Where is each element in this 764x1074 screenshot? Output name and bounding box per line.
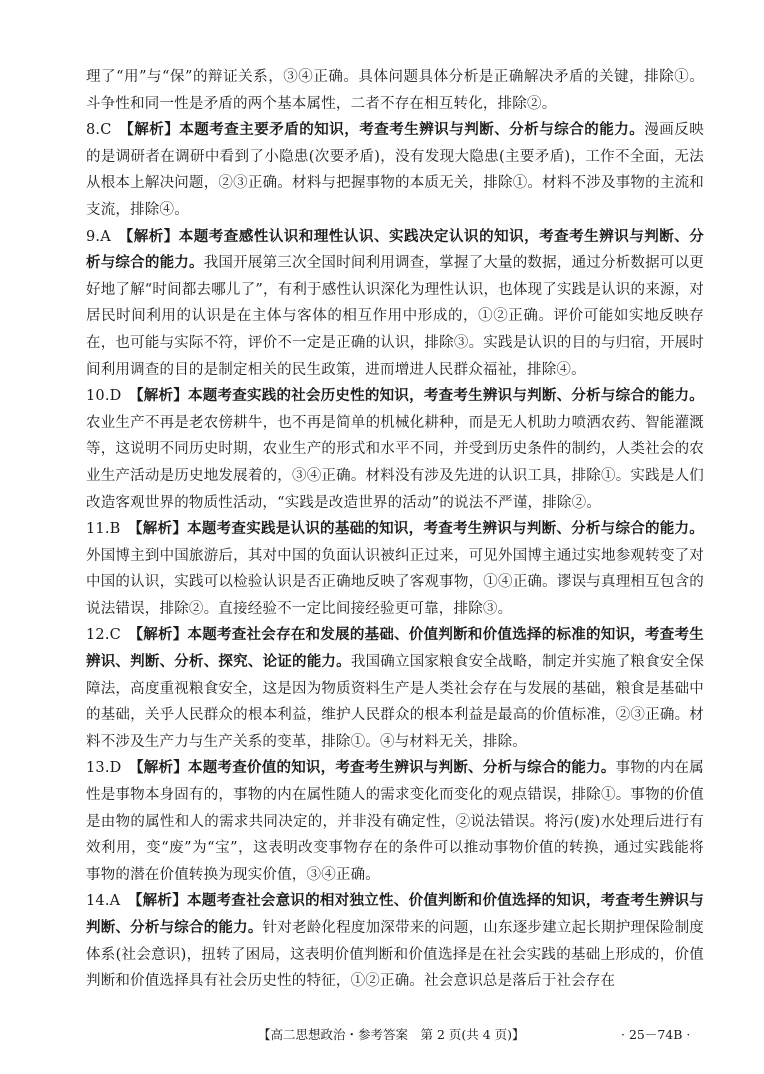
footer-title: 【高二思想政治・参考答案 第 2 页(共 4 页)】 <box>258 1027 525 1042</box>
answer-item <box>86 516 704 622</box>
answer-list <box>86 117 704 995</box>
answer-item <box>86 117 704 223</box>
analysis-body: 我国开展第三次全国时间利用调查，掌握了大量的数据，通过分析数据可以更好地了解“时间都去哪儿了”，有利于感性认识深化为理性认识，也体现了实践是认识的来源，对居民时间利用的认识是在主体与客体的相互作用中形成的，①②正确。评价可能如实地反映存在，也可能与实际不符，评价不一定是正确的认识，排除③。实践是认识的目的与归宿，开展时间利用调查的目的是制定相关的民生政策，进而增进人民群众福祉，排除④。 <box>86 255 704 378</box>
answer-item <box>86 888 704 994</box>
analysis-lead: 本题考查实践的社会历史性的知识，考查考生辨识与判断、分析与综合的能力。 <box>187 388 704 405</box>
analysis-body: 漫画反映的是调研者在调研中看到了小隐患(次要矛盾)，没有发现大隐患(主要矛盾)，工作不全面，无法从根本上解决问题，②③正确。材料与把握事物的本质无关，排除①。材料不涉及事物的主流和支流，排除④。 <box>86 122 704 218</box>
analysis-body: 外国博主到中国旅游后，其对中国的负面认识被纠正过来，可见外国博主通过实地参观转变了对中国的认识，实践可以检验认识是否正确地反映了客观事物，①④正确。谬误与真理相互包含的说法错误，排除②。直接经验不一定比间接经验更可靠，排除③。 <box>86 547 704 617</box>
page-footer <box>0 1023 764 1045</box>
answer-content <box>86 64 704 995</box>
answer-number: 13.D <box>86 760 122 777</box>
answer-number: 14.A <box>86 893 121 910</box>
analysis-tag: 【解析】 <box>118 228 179 245</box>
analysis-lead: 本题考查价值的知识，考查考生辨识与判断、分析与综合的能力。 <box>187 760 616 777</box>
answer-number: 8.C <box>86 122 112 139</box>
analysis-lead: 本题考查实践是认识的基础的知识，考查考生辨识与判断、分析与综合的能力。 <box>187 521 704 538</box>
analysis-tag: 【解析】 <box>118 122 180 139</box>
analysis-lead: 本题考查感性认识和理性认识、实践决定认识的知识，考查考生辨识与判断、分析与综合的能力。 <box>86 228 704 272</box>
analysis-body: 我国确立国家粮食安全战略，制定并实施了粮食安全保障法，高度重视粮食安全，这是因为物质资料生产是人类社会存在与发展的基础，粮食是基础中的基础，关乎人民群众的根本利益，维护人民群众的根本利益是最高的价值标准，②③正确。材料不涉及生产力与生产关系的变革，排除①。④与材料无关，排除。 <box>86 654 704 750</box>
answer-number: 10.D <box>86 388 122 405</box>
answer-number: 11.B <box>86 521 121 538</box>
answer-item <box>86 755 704 888</box>
analysis-tag: 【解析】 <box>128 388 188 405</box>
intro-paragraph: 理了“用”与“保”的辩证关系，③④正确。具体问题具体分析是正确解决矛盾的关键，排除①。斗争性和同一性是矛盾的两个基本属性，二者不存在相互转化，排除②。 <box>86 69 704 112</box>
analysis-body: 农业生产不再是老农傍耕牛，也不再是简单的机械化耕种，而是无人机助力喷洒农药、智能灌溉等，这说明不同历史时期，农业生产的形式和水平不同，并受到历史条件的制约，人类社会的农业生产活动是历史地发展着的，③④正确。材料没有涉及先进的认识工具，排除①。实践是人们改造客观世界的物质性活动，“实践是改造世界的活动”的说法不严谨，排除②。 <box>86 414 704 511</box>
answer-item <box>86 224 704 384</box>
footer-code: · 25－74B · <box>621 1027 691 1042</box>
analysis-lead: 本题考查主要矛盾的知识，考查考生辨识与判断、分析与综合的能力。 <box>179 122 645 139</box>
analysis-tag: 【解析】 <box>128 627 188 644</box>
answer-item <box>86 622 704 755</box>
analysis-body: 事物的内在属性是事物本身固有的，事物的内在属性随人的需求变化而变化的观点错误，排除①。事物的价值是由物的属性和人的需求共同决定的，并非没有确定性，②说法错误。将污(废)水处理后进行有效利用，变“废”为“宝”，这表明改变事物存在的条件可以推动事物价值的转换，通过实践能将事物的潜在价值转换为现实价值，③④正确。 <box>86 760 704 883</box>
analysis-tag: 【解析】 <box>127 893 187 910</box>
analysis-lead: 本题考查社会意识的相对独立性、价值判断和价值选择的知识，考查考生辨识与判断、分析与综合的能力。 <box>86 893 704 936</box>
analysis-body: 针对老龄化程度加深带来的问题，山东逐步建立起长期护理保险制度体系(社会意识)，扭转了困局，这表明价值判断和价值选择是在社会实践的基础上形成的，价值判断和价值选择具有社会历史性的特征，①②正确。社会意识总是落后于社会存在 <box>86 920 704 990</box>
analysis-lead: 本题考查社会存在和发展的基础、价值判断和价值选择的标准的知识，考查考生辨识、判断、分析、探究、论证的能力。 <box>86 627 704 671</box>
answer-item <box>86 383 704 516</box>
analysis-tag: 【解析】 <box>128 760 188 777</box>
answer-number: 12.C <box>86 627 121 644</box>
analysis-tag: 【解析】 <box>127 521 188 538</box>
answer-number: 9.A <box>86 228 111 245</box>
